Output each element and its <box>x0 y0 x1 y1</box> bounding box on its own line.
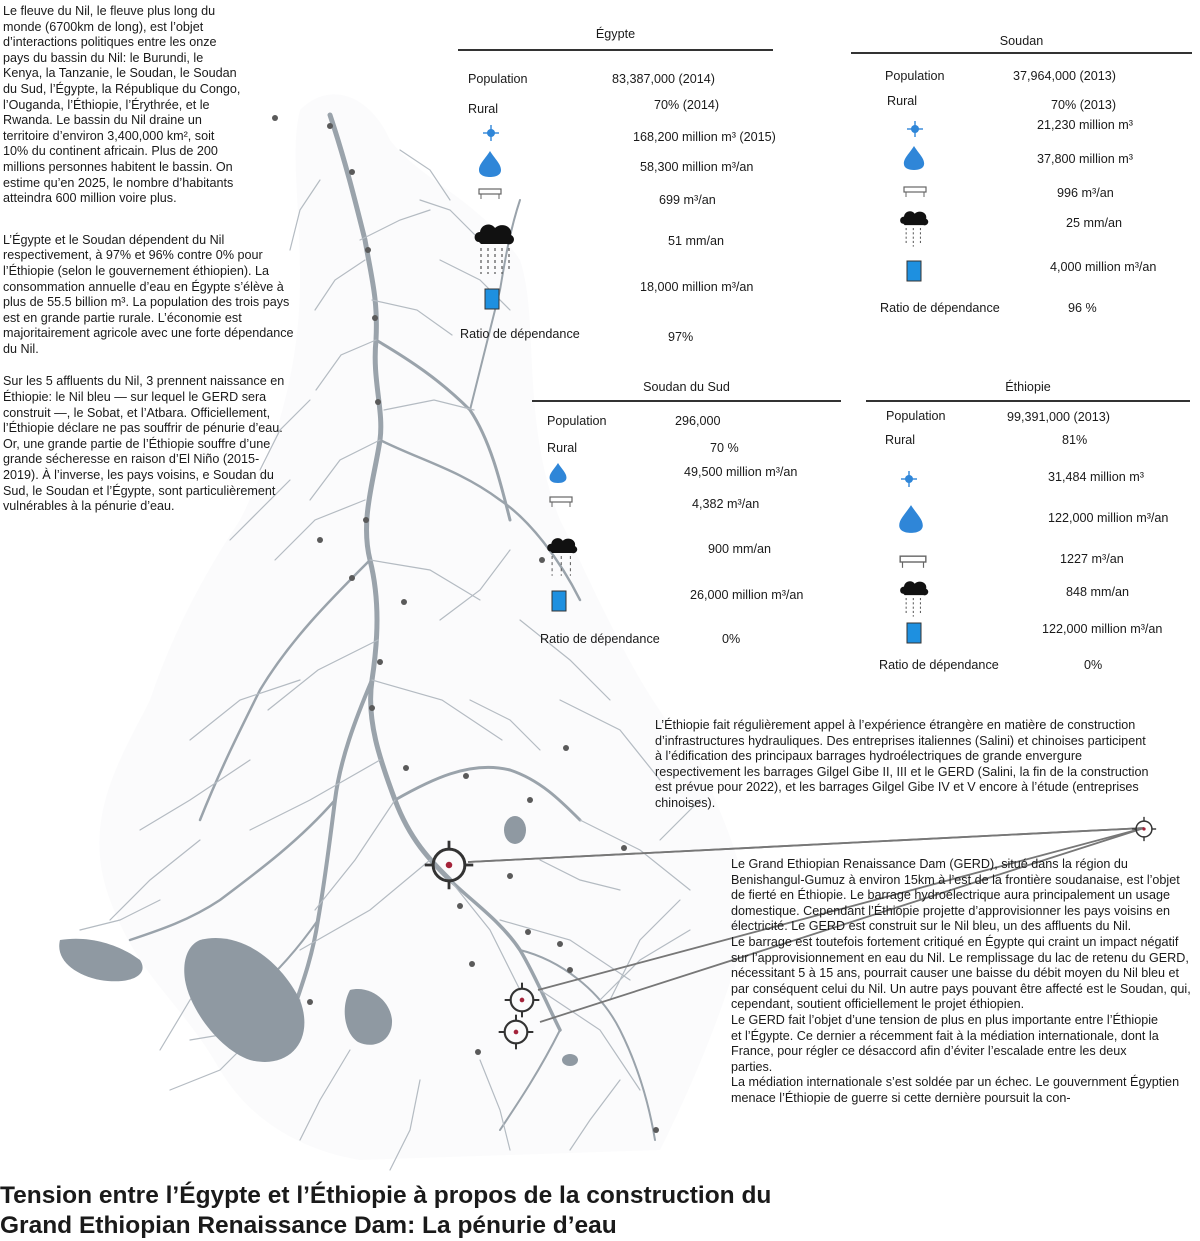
ratio-label: Ratio de dépendance <box>880 301 1000 315</box>
water-resources-value: 49,500 million m³/an <box>684 465 798 479</box>
water-drop-icon <box>902 144 926 172</box>
page-title <box>0 1181 1200 1241</box>
population-label: Population <box>886 409 946 423</box>
dam-capacity-value: 122,000 million m³/an <box>1042 622 1163 636</box>
rural-value: 70% (2014) <box>654 98 720 112</box>
rain-cloud-icon <box>898 578 930 618</box>
rainfall-value: 51 mm/an <box>668 234 724 248</box>
rain-cloud-icon <box>473 220 515 276</box>
panel-divider <box>532 400 841 402</box>
dam-capacity-value: 4,000 million m³/an <box>1050 260 1157 274</box>
population-value: 37,964,000 (2013) <box>1013 69 1116 83</box>
gerd-paragraph: Le barrage est toutefois fortement critiqué en Égypte qui craint un impact négatif sur l’approvisionnement en eau du Nil. Le remplissage du lac de retenu du GERD, nécessitant 5 à 15 ans, pourrait causer une baisse du débit moyen du Nil bleu et par conséquent celui du Nil. Un autre pays pouvant être affecté est le Soudan, qui, cependant, soutient officiellement le projet éthiopien. <box>731 934 1191 1012</box>
gerd-text <box>731 857 1193 1107</box>
dam-capacity-value: 18,000 million m³/an <box>640 280 754 294</box>
country-name: Éthiopie <box>1005 380 1051 394</box>
per-capita-bench-icon <box>478 188 502 200</box>
country-name: Égypte <box>595 27 636 41</box>
ratio-label: Ratio de dépendance <box>879 658 999 672</box>
water-stock-value: 21,230 million m³ <box>1037 118 1133 132</box>
country-name: Soudan du Sud <box>643 380 730 394</box>
country-name: Soudan <box>999 34 1044 48</box>
reservoir-icon <box>906 622 922 644</box>
water-drop-icon <box>897 504 925 534</box>
water-resources-value: 122,000 million m³/an <box>1048 511 1169 525</box>
rural-value: 70% (2013) <box>1051 98 1117 112</box>
water-stock-icon <box>906 120 924 138</box>
country-panel-ethiopie <box>866 378 1190 678</box>
ratio-label: Ratio de dépendance <box>460 327 580 341</box>
reservoir-icon <box>906 260 922 282</box>
reservoir-icon <box>551 590 567 612</box>
water-drop-icon <box>548 460 568 486</box>
panel-divider <box>866 400 1190 402</box>
country-panel-soudan-du-sud <box>532 378 841 653</box>
rain-cloud-icon <box>899 208 929 248</box>
dam-capacity-value: 26,000 million m³/an <box>690 588 804 602</box>
rural-label: Rural <box>887 94 918 108</box>
rural-label: Rural <box>885 433 916 447</box>
rural-value: 70 % <box>710 441 739 455</box>
population-value: 83,387,000 (2014) <box>612 72 715 86</box>
panel-divider <box>851 52 1192 54</box>
ratio-label: Ratio de dépendance <box>540 632 660 646</box>
rural-label: Rural <box>468 102 499 116</box>
water-stock-value: 168,200 million m³ (2015) <box>633 130 776 144</box>
population-label: Population <box>885 69 945 83</box>
title-line-2: Grand Ethiopian Renaissance Dam: La pénurie d’eau <box>0 1212 617 1239</box>
callout-target-icon <box>1132 817 1156 841</box>
per-capita-bench-icon <box>896 555 930 569</box>
ethiopia-expertise-text: L’Éthiopie fait régulièrement appel à l’expérience étrangère en matière de construction d’infrastructures hydrauliques. Des entreprises italiennes (Salini) et chinoises participent à l’édification des principaux barrages hydroélectriques de grande envergure respectivement les barrages Gilgel Gibe II, III et le GERD (Salini, la fin de la construction est prévue pour 2022), et les barrages Gilgel Gibe IV et V encore à l’étude (entreprises chinoises). <box>655 718 1149 810</box>
intro-paragraph: L’Égypte et le Soudan dépendent du Nil respectivement, à 97% et 96% contre 0% pour l’Éthiopie (selon le gouvernement éthiopien). La consommation annuelle d’eau en Égypte s’élève à plus de 55.5 billion m³. La population des trois pays est en grande partie rurale. L’économie est majoritairement agricole avec une forte dépendance du Nil. <box>3 232 294 356</box>
water-resources-value: 58,300 million m³/an <box>640 160 754 174</box>
water-stock-icon <box>900 470 918 488</box>
gerd-paragraph: Le Grand Ethiopian Renaissance Dam (GERD), situé dans la région du Benishangul-Gumuz à environ 15km à l’est de la frontière soudanaise, est l’objet de fierté en Éthiopie. Le barrage hydroélectrique aura principalement un usage domestique. Cependant l’Éthiopie projette d’approvisionner les pays voisins en électricité. Le GERD est construit sur le Nil bleu, un des affluents du Nil. <box>731 857 1180 934</box>
per-capita-value: 4,382 m³/an <box>692 497 760 511</box>
intro-paragraph: Le fleuve du Nil, le fleuve plus long du monde (6700km de long), est l’objet d’interactions politiques entre les onze pays du bassin du Nil: le Burundi, le Kenya, la Tanzanie, le Soudan, le Soudan du Sud, l’Égypte, la République du Congo, l’Ouganda, l’Éthiopie, l’Érythrée, et le Rwanda. Le bassin du Nil draine un territoire d’environ 3,400,000 km², soit 10% du continent africain. Plus de 200 millions personnes habitent le bassin. On estime qu’en 2025, le nombre d’habitants atteindra 600 million voire plus. <box>3 4 241 206</box>
ratio-value: 0% <box>722 632 741 646</box>
water-resources-value: 37,800 million m³ <box>1037 152 1133 166</box>
country-panel-soudan <box>851 32 1192 332</box>
population-value: 296,000 <box>675 414 721 428</box>
per-capita-value: 699 m³/an <box>659 193 716 207</box>
rural-label: Rural <box>547 441 578 455</box>
reservoir-icon <box>484 288 500 310</box>
water-drop-icon <box>477 150 503 178</box>
ratio-value: 0% <box>1084 658 1103 672</box>
population-label: Population <box>547 414 607 428</box>
rain-cloud-icon <box>546 528 578 584</box>
water-stock-icon <box>482 124 500 142</box>
panel-divider <box>458 49 773 51</box>
rainfall-value: 25 mm/an <box>1066 216 1122 230</box>
intro-text <box>3 4 303 532</box>
per-capita-value: 996 m³/an <box>1057 186 1114 200</box>
ratio-value: 97% <box>668 330 694 344</box>
gerd-paragraph: La médiation internationale s’est soldée par un échec. Le gouvernment Égyptien menace l’Éthiopie de guerre si cette dernière poursuit la con- <box>731 1075 1180 1105</box>
country-panel-egypte <box>458 24 776 354</box>
intro-paragraph: Sur les 5 affluents du Nil, 3 prennent naissance en Éthiopie: le Nil bleu — sur lequel le GERD sera construit —, le Sobat, et l’Atbara. Officiellement, l’Éthiopie déclare ne pas souffrir de pénurie d’eau. Or, une grande partie de l’Éthiopie souffre d’une grande sécheresse en raison d’El Niño (2015-2019). À l’inverse, les pays voisins, e Soudan du Sud, le Soudan et l’Égypte, sont particulièrement vulnérables à la pénurie d’eau. <box>3 374 285 514</box>
water-stock-value: 31,484 million m³ <box>1048 470 1144 484</box>
per-capita-bench-icon <box>903 186 927 198</box>
population-value: 99,391,000 (2013) <box>1007 410 1110 424</box>
per-capita-bench-icon <box>546 496 576 508</box>
per-capita-value: 1227 m³/an <box>1060 552 1124 566</box>
title-line-1: Tension entre l’Égypte et l’Éthiopie à propos de la construction du <box>0 1182 772 1209</box>
gerd-paragraph: Le GERD fait l’objet d’une tension de plus en plus importante entre l’Éthiopie et l’Égypte. Ce dernier a récemment fait à la médiation internationale, dont la France, pour régler ce désaccord afin d’éviter l’escalade entre les deux parties. <box>731 1012 1159 1074</box>
rural-value: 81% <box>1062 433 1088 447</box>
population-label: Population <box>468 72 528 86</box>
rainfall-value: 848 mm/an <box>1066 585 1129 599</box>
rainfall-value: 900 mm/an <box>708 542 771 556</box>
ratio-value: 96 % <box>1068 301 1097 315</box>
